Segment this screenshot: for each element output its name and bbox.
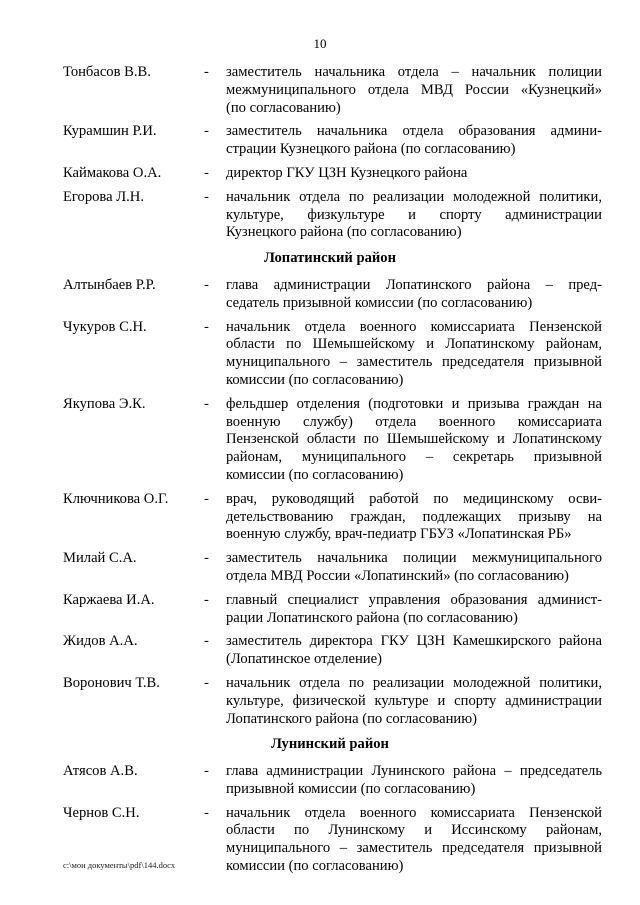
member-position — [226, 319, 602, 390]
member-position — [226, 763, 602, 799]
position-line: области по Лунинскому и Иссинскому районам, — [226, 822, 602, 839]
member-position — [226, 592, 602, 628]
position-line: отдела МВД России «Лопатинский» (по согласованию) — [226, 567, 569, 584]
position-line: комиссии (по согласованию) — [226, 858, 404, 875]
position-line: заместитель начальника отдела – начальник полиции — [226, 64, 602, 80]
member-name: Егорова Л.Н. — [63, 188, 144, 205]
file-path-footer: c:\мои документы\pdf\144.docx — [63, 860, 176, 870]
position-line: районам, муниципального – секретарь призывной — [226, 449, 602, 466]
member-entry — [0, 763, 640, 799]
member-name: Милай С.А. — [63, 550, 137, 567]
member-entry — [0, 123, 640, 159]
separator-dash: - — [204, 395, 209, 412]
member-name: Каржаева И.А. — [63, 591, 155, 608]
member-position — [226, 165, 602, 183]
position-line: заместитель начальника отдела образования админи- — [226, 123, 602, 140]
position-line: культуре, физкультуре и спорту администрации — [226, 206, 602, 223]
position-line: комиссии (по согласованию) — [226, 466, 404, 483]
position-line: (Лопатинское отделение) — [226, 651, 382, 668]
position-line: детельствованию граждан, подлежащих призыву на — [226, 508, 602, 525]
member-entry — [0, 633, 640, 669]
member-position — [226, 64, 602, 117]
position-line: культуре, физической культуре и спорту администрации — [226, 692, 602, 709]
position-line: муниципального – заместитель председателя призывной — [226, 354, 602, 371]
member-name: Ключникова О.Г. — [63, 490, 169, 507]
member-position — [226, 277, 602, 313]
position-line: Пензенской области по Шемышейскому и Лопатинскому — [226, 431, 602, 448]
member-position — [226, 491, 602, 544]
separator-dash: - — [204, 64, 209, 80]
member-name: Тонбасов В.В. — [63, 64, 151, 80]
position-line: начальник отдела военного комиссариата Пензенской — [226, 804, 602, 821]
separator-dash: - — [204, 318, 209, 335]
member-position — [226, 396, 602, 485]
page-number: 10 — [313, 36, 327, 51]
member-entry — [0, 277, 640, 313]
position-line: межмуниципального отдела МВД России «Кузнецкий» — [226, 81, 602, 98]
position-line: главный специалист управления образования админист- — [226, 591, 602, 608]
separator-dash: - — [204, 591, 209, 608]
separator-dash: - — [204, 550, 209, 567]
position-line: военную службу) отдела военного комиссариата — [226, 413, 602, 430]
separator-dash: - — [204, 164, 209, 181]
member-entry — [0, 396, 640, 485]
member-name: Жидов А.А. — [63, 633, 138, 650]
member-entry — [0, 319, 640, 390]
member-name: Курамшин Р.И. — [63, 123, 157, 140]
position-line: Лопатинского района (по согласованию) — [226, 710, 477, 727]
position-line: страции Кузнецкого района (по согласованию) — [226, 141, 516, 158]
position-line: начальник отдела по реализации молодежной политики, — [226, 188, 602, 205]
separator-dash: - — [204, 276, 209, 293]
member-entry — [0, 165, 640, 183]
member-entry — [0, 550, 640, 586]
position-line: глава администрации Лопатинского района – пред- — [226, 276, 602, 293]
district-heading: Лопатинский район — [264, 250, 396, 267]
position-line: рации Лопатинского района (по согласованию) — [226, 609, 518, 626]
member-entry — [0, 491, 640, 544]
member-position — [226, 550, 602, 586]
member-name: Чукуров С.Н. — [63, 318, 147, 335]
member-entry — [0, 592, 640, 628]
separator-dash: - — [204, 633, 209, 650]
member-entry — [0, 189, 640, 242]
separator-dash: - — [204, 490, 209, 507]
position-line: комиссии (по согласованию) — [226, 371, 404, 388]
position-line: призывной комиссии (по согласованию) — [226, 780, 476, 797]
commission-list — [0, 64, 640, 882]
position-line: военную службу, врач-педиатр ГБУЗ «Лопатинская РБ» — [226, 526, 572, 543]
member-name: Воронович Т.В. — [63, 674, 160, 691]
position-line: области по Шемышейскому и Лопатинскому районам, — [226, 336, 602, 353]
member-name: Каймакова О.А. — [63, 164, 162, 181]
separator-dash: - — [204, 674, 209, 691]
member-name: Якупова Э.К. — [63, 395, 146, 412]
position-line: начальник отдела военного комиссариата Пензенской — [226, 318, 602, 335]
position-line: директор ГКУ ЦЗН Кузнецкого района — [226, 164, 468, 181]
position-line: врач, руководящий работой по медицинскому осви- — [226, 490, 602, 507]
member-name: Атясов А.В. — [63, 763, 138, 780]
position-line: Кузнецкого района (по согласованию) — [226, 224, 462, 241]
position-line: муниципального – заместитель председателя призывной — [226, 840, 602, 857]
separator-dash: - — [204, 188, 209, 205]
member-name: Алтынбаев Р.Р. — [63, 276, 156, 293]
member-position — [226, 675, 602, 728]
member-position — [226, 805, 602, 876]
position-line: заместитель начальника полиции межмуниципального — [226, 550, 602, 567]
member-entry — [0, 64, 640, 117]
position-line: (по согласованию) — [226, 99, 341, 116]
position-line: начальник отдела по реализации молодежной политики, — [226, 674, 602, 691]
member-position — [226, 189, 602, 242]
separator-dash: - — [204, 763, 209, 780]
member-position — [226, 633, 602, 669]
separator-dash: - — [204, 123, 209, 140]
position-line: седатель призывной комиссии (по согласованию) — [226, 294, 533, 311]
member-entry — [0, 675, 640, 728]
member-name: Чернов С.Н. — [63, 804, 140, 821]
separator-dash: - — [204, 804, 209, 821]
position-line: глава администрации Лунинского района – председатель — [226, 763, 602, 780]
member-position — [226, 123, 602, 159]
district-heading: Лунинский район — [271, 736, 389, 753]
position-line: фельдшер отделения (подготовки и призыва граждан на — [226, 395, 602, 412]
position-line: заместитель директора ГКУ ЦЗН Камешкирского района — [226, 633, 602, 650]
